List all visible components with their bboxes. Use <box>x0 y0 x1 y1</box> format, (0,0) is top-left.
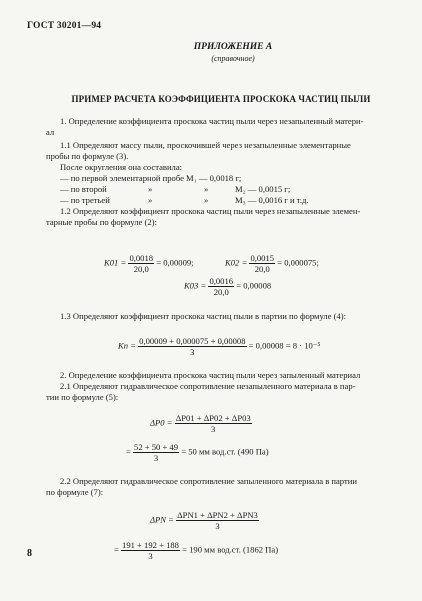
text-line: 2.1 Определяют гидравлическое сопротивление незапыленного материала в пар- <box>60 381 356 391</box>
fraction <box>176 510 259 531</box>
fraction <box>121 540 180 561</box>
appendix-subtitle: (справочное) <box>211 54 255 63</box>
ditto-mark: » <box>148 195 153 205</box>
fraction <box>138 336 246 357</box>
text-line: по формуле (7): <box>46 487 104 497</box>
numerator: ΔPN1 + ΔPN2 + ΔPN3 <box>177 510 258 520</box>
ditto-mark: » <box>204 184 209 194</box>
text-line: M₂ — 0,0015 г; <box>235 184 291 194</box>
formula-lhs: K01 = <box>104 257 127 268</box>
ditto-mark: » <box>204 195 209 205</box>
formula-kp <box>118 336 320 357</box>
fraction <box>175 413 252 434</box>
equals-sign: = <box>126 446 131 457</box>
denominator: 3 <box>190 347 195 357</box>
text-line: После округления она составила: <box>60 162 183 172</box>
section-heading: ПРИМЕР РАСЧЕТА КОЭФФИЦИЕНТА ПРОСКОКА ЧАСТИЦ ПЫЛИ <box>71 94 371 104</box>
text-line: 1.2 Определяют коэффициент проскока частиц пыли через незапыленные элемен- <box>60 206 361 216</box>
text-line: тарные пробы по формуле (2): <box>46 217 157 227</box>
formula-dpn <box>150 510 259 531</box>
appendix-title: ПРИЛОЖЕНИЕ А <box>193 42 273 52</box>
fraction <box>208 276 234 297</box>
formula-lhs: K02 = <box>225 257 248 268</box>
numerator: 191 + 192 + 188 <box>122 540 179 550</box>
standard-number: ГОСТ 30201—94 <box>27 21 102 31</box>
formula-dp0-calc <box>126 442 269 463</box>
text-line: 1. Определение коэффициента проскока частиц пыли через незапыленный матери- <box>60 116 364 126</box>
formula-lhs: K03 = <box>184 280 207 291</box>
formula-k01 <box>104 253 194 274</box>
numerator: 0,0018 <box>129 253 154 263</box>
fraction <box>249 253 275 274</box>
text-line: тии по формуле (5): <box>46 392 119 402</box>
numerator: 0,0016 <box>209 276 234 286</box>
fraction <box>128 253 154 274</box>
formula-k02 <box>225 253 319 274</box>
formula-lhs: ΔPN = <box>150 514 174 525</box>
text-line: 2. Определение коэффициента проскока частиц пыли через запыленный материал <box>60 370 361 380</box>
formula-result: = 0,00008 = 8 · 10⁻⁵ <box>248 340 321 351</box>
formula-lhs: ΔP0 = <box>150 417 173 428</box>
formula-dpn-calc <box>114 540 278 561</box>
numerator: 0,0015 <box>250 253 275 263</box>
denominator: 3 <box>153 453 159 463</box>
denominator: 20,0 <box>133 264 149 274</box>
text-line: — по третьей <box>60 195 110 205</box>
text-line: 1.3 Определяют коэффициент проскока частиц пыли в партии по формуле (4): <box>60 311 347 321</box>
numerator: ΔP01 + ΔP02 + ΔP03 <box>175 413 251 423</box>
formula-result: = 0,00009; <box>156 257 194 268</box>
formula-k03 <box>184 276 271 297</box>
denominator: 3 <box>148 551 153 561</box>
formula-result: = 0,000075; <box>277 257 319 268</box>
text-line: пробы по формуле (3). <box>46 151 129 161</box>
text-line: — по первой элементарной пробе M₁ — 0,0018 г; <box>60 173 242 183</box>
formula-dp0 <box>150 413 252 434</box>
formula-result: = 0,00008 <box>236 280 272 291</box>
denominator: 20,0 <box>213 287 229 297</box>
text-line: 1.1 Определяют массу пыли, проскочившей через незапыленные элементарные <box>60 140 351 150</box>
formula-lhs: Kп = <box>118 340 136 351</box>
equals-sign: = <box>114 544 119 555</box>
fraction <box>133 442 179 463</box>
numerator: 0,00009 + 0,000075 + 0,00008 <box>139 336 246 346</box>
text-line: ал <box>46 127 55 137</box>
denominator: 20,0 <box>254 264 270 274</box>
text-line: 2.2 Определяют гидравлическое сопротивление запыленного материала в партии <box>60 476 357 486</box>
numerator: 52 + 50 + 49 <box>134 442 179 452</box>
denominator: 3 <box>211 424 216 434</box>
text-line: M₃ — 0,0016 г и т.д. <box>235 195 309 205</box>
formula-result: = 190 мм вод.ст. (1862 Па) <box>182 544 279 555</box>
text-line: — по второй <box>60 184 107 194</box>
denominator: 3 <box>215 521 220 531</box>
formula-result: = 50 мм вод.ст. (490 Па) <box>181 446 269 457</box>
page-number: 8 <box>27 548 32 559</box>
ditto-mark: » <box>148 184 153 194</box>
